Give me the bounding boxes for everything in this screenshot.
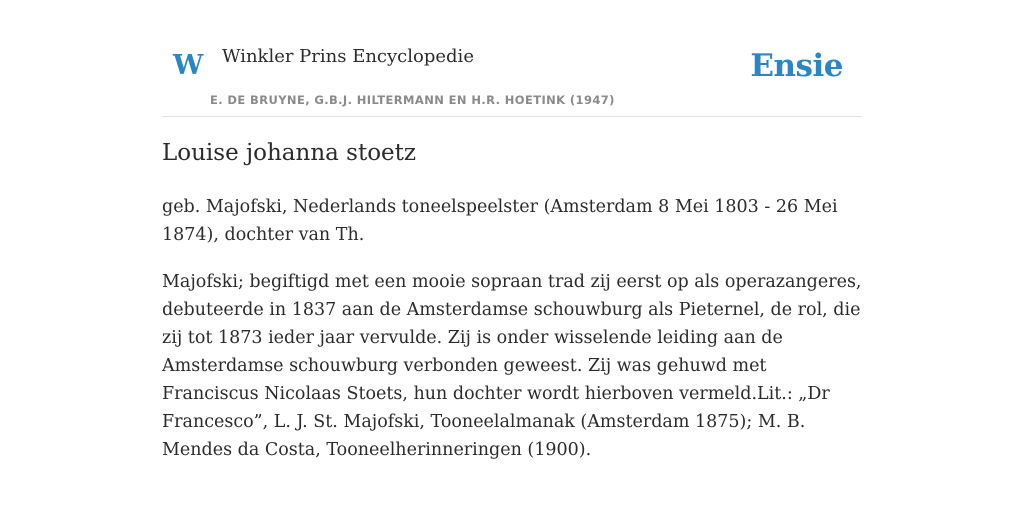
article-paragraph: Majofski; begiftigd met een mooie sopraan trad zij eerst op als operazangeres, debuteerde in 1837 aan de Amsterdamse schouwburg als Pieternel, de rol, die zij tot 1873 ieder jaar vervulde. Zij is onder wisselende leiding aan de Amsterdamse schouwburg verbonden geweest. Zij was gehuwd met Franciscus Nicolaas Stoets, hun dochter wordt hierboven vermeld.Lit.: „Dr Francesco”, L. J. St. Majofski, Tooneelalmanak (Amsterdam 1875); M. B. Mendes da Costa, Tooneelherinneringen (1900). [162,272,862,460]
article-body [162,193,862,483]
article-card [162,0,862,512]
article-title: Louise johanna stoetz [162,140,417,166]
encyclopedia-logo-icon[interactable]: W [173,50,204,81]
page-header [162,0,862,117]
ensie-brand-logo[interactable]: Ensie [750,48,843,84]
publication-title[interactable]: Winkler Prins Encyclopedie [222,46,474,67]
publication-authors: E. DE BRUYNE, G.B.J. HILTERMANN EN H.R. HOETINK (1947) [210,93,615,107]
article-paragraph: geb. Majofski, Nederlands toneelspeelster (Amsterdam 8 Mei 1803 - 26 Mei 1874), dochter van Th. [162,197,838,245]
